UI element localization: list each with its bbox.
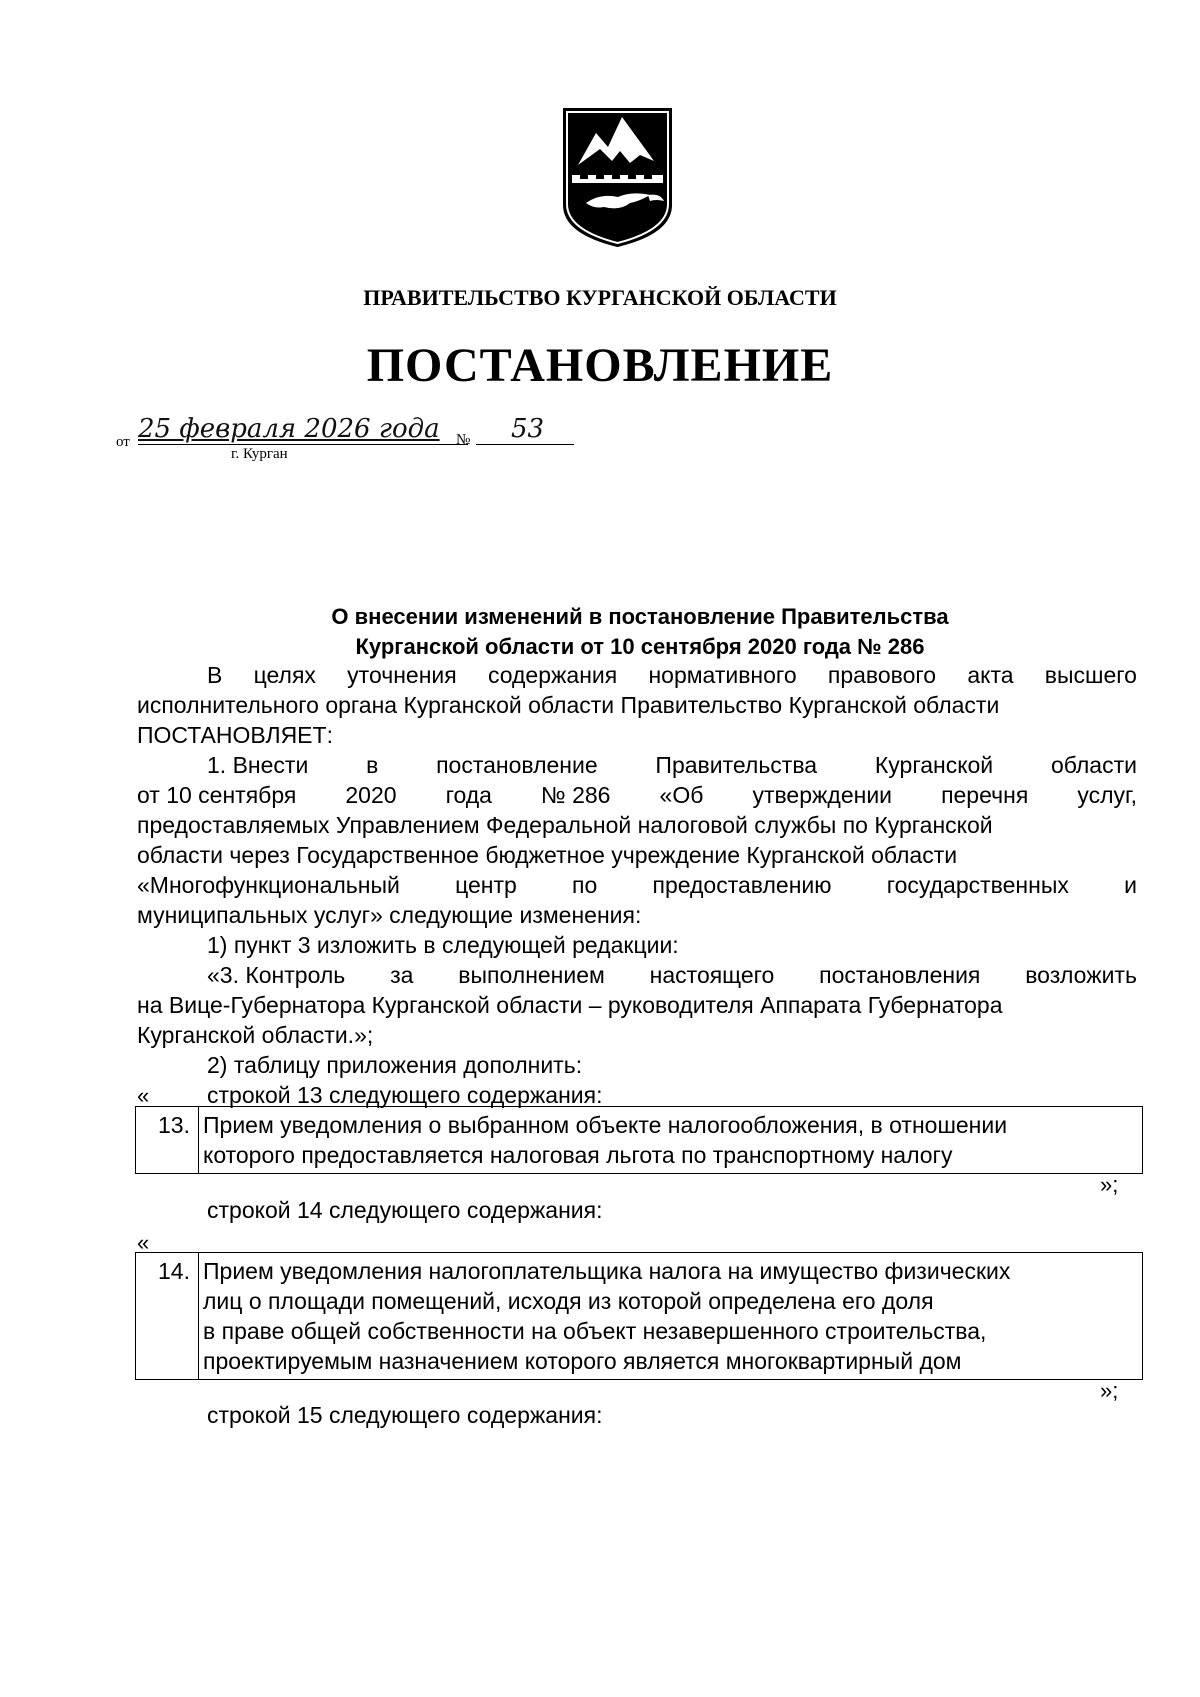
date-handwritten: 25 февраля 2026 года — [138, 414, 440, 444]
government-title: ПРАВИТЕЛЬСТВО КУРГАНСКОЙ ОБЛАСТИ — [363, 285, 837, 310]
row-text-line: Прием уведомления налогоплательщика налога на имущество физических — [203, 1258, 1011, 1284]
row-text-line: в праве общей собственности на объект незавершенного строительства, — [203, 1318, 987, 1344]
document-body — [137, 660, 1137, 1110]
body-line: области через Государственное бюджетное учреждение Курганской области — [137, 842, 958, 868]
row-number: 13. — [136, 1107, 199, 1174]
row-text — [199, 1107, 1143, 1174]
body-line: 1) пункт 3 изложить в следующей редакции: — [207, 932, 679, 958]
number-prefix: № — [456, 432, 471, 448]
body-line: строкой 14 следующего содержания: — [207, 1197, 603, 1223]
row-text-line: проектируемым назначением которого является многоквартирный дом — [203, 1348, 962, 1374]
row-text-line: которого предоставляется налоговая льгота по транспортному налогу — [203, 1142, 953, 1168]
body-line: ПОСТАНОВЛЯЕТ: — [137, 722, 333, 748]
body-line: В целях уточнения содержания нормативного правового акта высшего — [207, 662, 1137, 688]
body-line: «Многофункциональный центр по предоставлению государственных и — [137, 872, 1137, 898]
document-type-title: ПОСТАНОВЛЕНИЕ — [366, 339, 834, 392]
date-underline — [138, 444, 468, 445]
body-line: Курганской области.»; — [137, 1022, 374, 1048]
body-line: 2) таблицу приложения дополнить: — [207, 1052, 583, 1078]
document-subject — [200, 602, 1080, 662]
body-line: строкой 15 следующего содержания: — [207, 1402, 603, 1428]
amendment-table-row-14 — [135, 1252, 1143, 1380]
body-line: 1. Внести в постановление Правительства Курганской области — [207, 752, 1137, 778]
date-prefix: от — [116, 434, 130, 450]
subject-line: О внесении изменений в постановление Правительства — [331, 604, 949, 629]
kurgan-oblast-coat-of-arms-icon — [560, 105, 675, 250]
table-row — [136, 1107, 1143, 1174]
body-line: «3. Контроль за выполнением настоящего постановления возложить — [207, 962, 1137, 988]
row-text-line: лиц о площади помещений, исходя из которой определена его доля — [203, 1288, 934, 1314]
body-line: от 10 сентября 2020 года № 286 «Об утверждении перечня услуг, — [137, 782, 1137, 808]
table-row — [136, 1253, 1143, 1380]
row-text — [199, 1253, 1143, 1380]
quote-open: « — [137, 1230, 150, 1255]
body-line: муниципальных услуг» следующие изменения: — [137, 902, 642, 928]
quote-close: »; — [1100, 1378, 1119, 1403]
number-handwritten: 53 — [511, 414, 545, 444]
subject-line: Курганской области от 10 сентября 2020 года № 286 — [355, 634, 925, 659]
amendment-table-row-13 — [135, 1106, 1143, 1174]
body-line: предоставляемых Управлением Федеральной налоговой службы по Курганской — [137, 812, 993, 838]
quote-close: »; — [1100, 1172, 1119, 1197]
date-number-line — [116, 414, 636, 480]
body-line: строкой 13 следующего содержания: — [207, 1082, 603, 1108]
row-text-line: Прием уведомления о выбранном объекте налогообложения, в отношении — [203, 1112, 1008, 1138]
body-line: исполнительного органа Курганской области Правительство Курганской области — [137, 692, 1000, 718]
body-line: на Вице-Губернатора Курганской области – руководителя Аппарата Губернатора — [137, 992, 1003, 1018]
number-underline — [476, 444, 574, 445]
quote-open: « — [137, 1083, 150, 1108]
city-label: г. Курган — [231, 446, 288, 462]
row-number: 14. — [136, 1253, 199, 1380]
